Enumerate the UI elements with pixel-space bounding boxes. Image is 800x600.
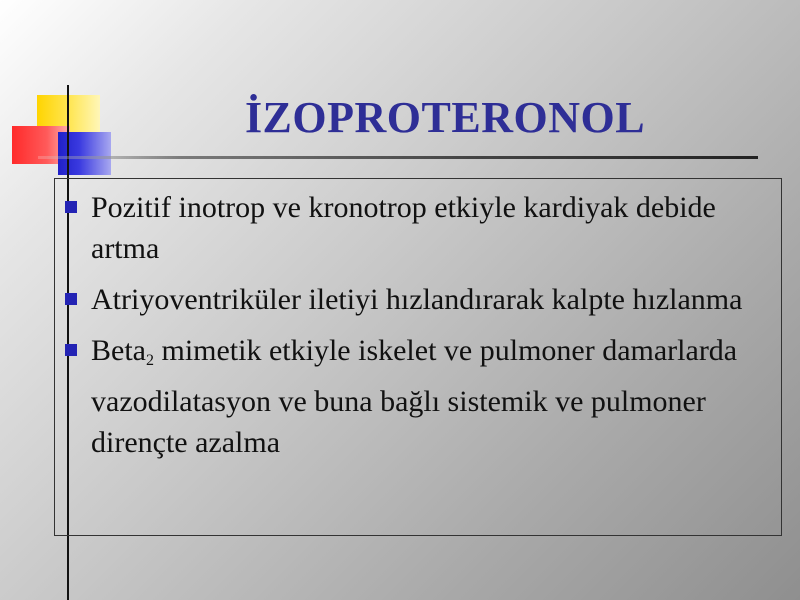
bullet-text-prefix: Beta bbox=[91, 334, 146, 367]
slide-title: İZOPROTERONOL bbox=[244, 93, 646, 142]
title-underline bbox=[38, 156, 758, 159]
bullet-item bbox=[91, 279, 745, 320]
bullet-text-suffix: mimetik etkiyle iskelet ve pulmoner damarlarda vazodilatasyon ve buna bağlı sistemik ve pulmoner dirençte azalma bbox=[91, 334, 738, 459]
bullet-item bbox=[91, 330, 745, 463]
bullet-list bbox=[55, 179, 781, 463]
square-bullet-icon bbox=[65, 293, 77, 305]
bullet-text-subscript: 2 bbox=[145, 352, 154, 369]
bullet-item bbox=[91, 187, 745, 269]
bullet-text: Atriyoventriküler iletiyi hızlandırarak kalpte hızlanma bbox=[91, 283, 743, 316]
bullet-text: Pozitif inotrop ve kronotrop etkiyle kardiyak debide artma bbox=[91, 191, 716, 265]
square-bullet-icon bbox=[65, 344, 77, 356]
square-bullet-icon bbox=[65, 201, 77, 213]
content-box bbox=[54, 178, 782, 536]
decorative-blue-square bbox=[58, 132, 111, 175]
